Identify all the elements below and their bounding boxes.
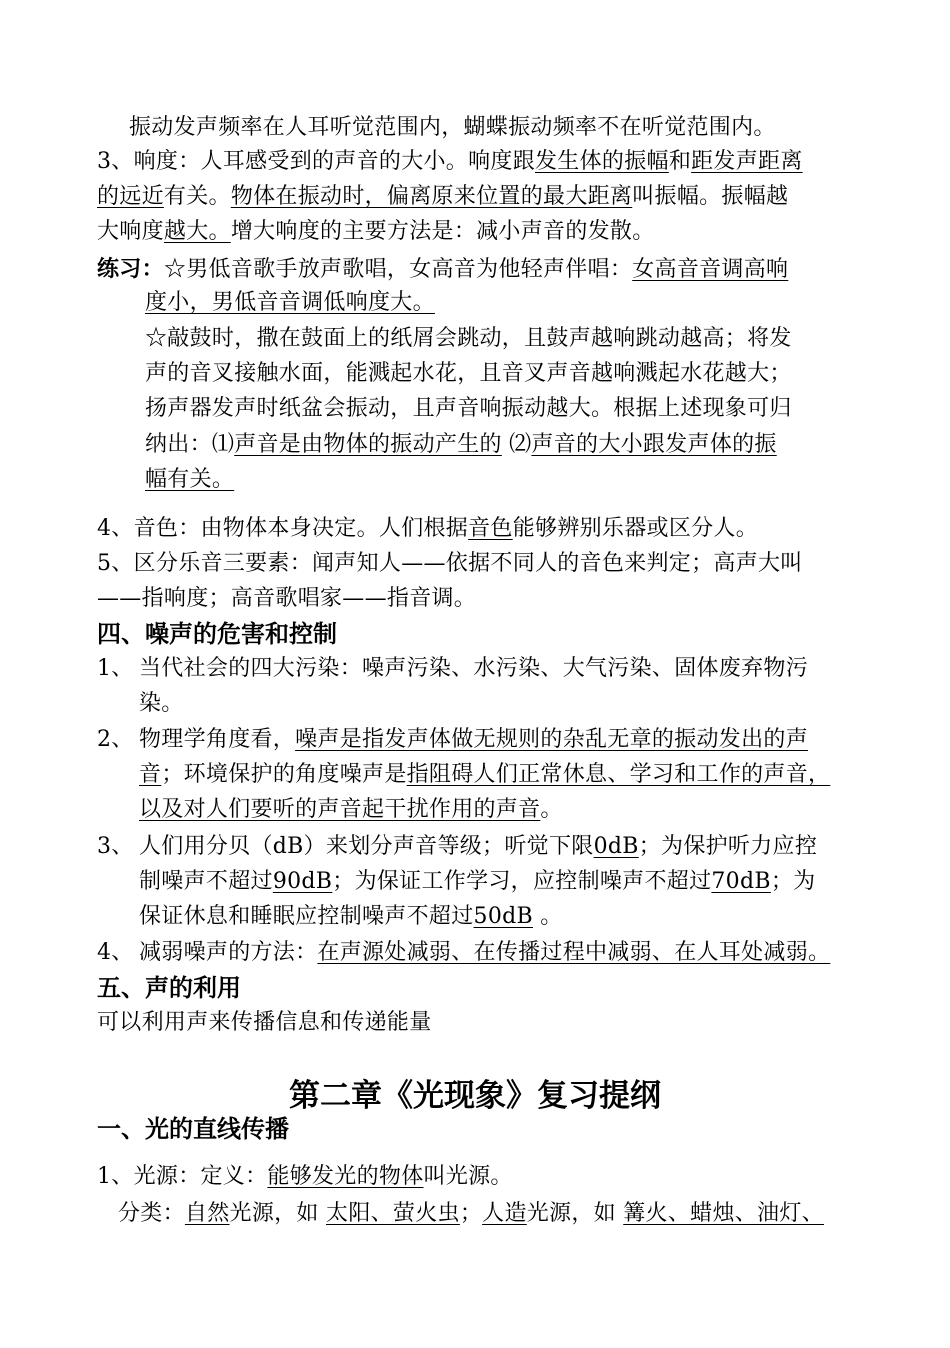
noise-item-2-line-1: 物理学角度看，噪声是指发声体做无规则的杂乱无章的振动发出的声 <box>139 727 809 752</box>
noise-item-4-line: 减弱噪声的方法：在声源处减弱、在传播过程中减弱、在人耳处减弱。 <box>139 940 831 965</box>
exercise-line-4: 声的音叉接触水面，能溅起水花，且音叉声音越响溅起水花越大； <box>145 361 792 386</box>
loudness-line-2: 的远近有关。物体在振动时，偏离原来位置的最大距离叫振幅。振幅越 <box>97 184 789 209</box>
exercise-line-1: 练习：☆男低音歌手放声歌唱，女高音为他轻声伴唱：女高音音调高响 <box>97 256 789 282</box>
noise-item-2-num: 2、 <box>97 727 134 752</box>
noise-item-2-line-3: 以及对人们要听的声音起干扰作用的声音。 <box>139 797 563 822</box>
noise-item-3-line-1: 人们用分贝（dB）来划分声音等级；听觉下限0dB；为保护听力应控 <box>139 834 818 859</box>
exercise-line-3: ☆敲鼓时，撒在鼓面上的纸屑会跳动，且鼓声越响跳动越高；将发 <box>145 326 792 351</box>
exercise-line-2: 度小，男低音音调低响度大。 <box>145 290 435 315</box>
noise-item-2-line-2: 音；环境保护的角度噪声是指阻碍人们正常休息、学习和工作的声音， <box>139 762 831 787</box>
noise-item-3-line-3: 保证休息和睡眠应控制噪声不超过50dB 。 <box>139 904 563 929</box>
noise-item-4-num: 4、 <box>97 940 134 965</box>
noise-item-1-line-1: 当代社会的四大污染：噪声污染、水污染、大气污染、固体废弃物污 <box>139 656 809 681</box>
light-source-types-line: 分类：自然光源，如 太阳、萤火虫；人造光源，如 篝火、蜡烛、油灯、 <box>118 1201 824 1226</box>
timbre-line: 4、音色：由物体本身决定。人们根据音色能够辨别乐器或区分人。 <box>97 516 759 541</box>
loudness-line-3: 大响度越大。增大响度的主要方法是：减小声音的发散。 <box>97 219 655 244</box>
three-elements-line-2: ——指响度；高音歌唱家——指音调。 <box>97 586 477 611</box>
three-elements-line-1: 5、区分乐音三要素：闻声知人——依据不同人的音色来判定；高声大叫 <box>97 551 803 576</box>
noise-item-1-num: 1、 <box>97 656 134 681</box>
section-5-heading: 五、声的利用 <box>97 974 241 1002</box>
section-4-heading: 四、噪声的危害和控制 <box>97 620 337 648</box>
noise-item-1-line-2: 染。 <box>139 691 184 716</box>
section-5-text: 可以利用声来传播信息和传递能量 <box>97 1010 432 1035</box>
exercise-line-7: 幅有关。 <box>145 467 235 492</box>
chapter-title: 第二章《光现象》复习提纲 <box>289 1078 661 1114</box>
light-source-line: 1、光源：定义：能够发光的物体叫光源。 <box>97 1164 513 1189</box>
exercise-line-5: 扬声器发声时纸盆会振动，且声音响振动越大。根据上述现象可归 <box>145 396 792 421</box>
exercise-line-6: 纳出：⑴声音是由物体的振动产生的 ⑵声音的大小跟发声体的振 <box>145 432 777 457</box>
noise-item-3-line-2: 制噪声不超过90dB；为保证工作学习，应控制噪声不超过70dB；为 <box>139 869 816 894</box>
exercise-label: 练习： <box>97 256 164 282</box>
intro-line: 振动发声频率在人耳听觉范围内，蝴蝶振动频率不在听觉范围内。 <box>129 115 776 140</box>
loudness-line-1: 3、响度：人耳感受到的声音的大小。响度跟发生体的振幅和距发声距离 <box>97 149 803 174</box>
noise-item-3-num: 3、 <box>97 834 134 859</box>
chapter-2-heading-1: 一、光的直线传播 <box>97 1115 289 1143</box>
